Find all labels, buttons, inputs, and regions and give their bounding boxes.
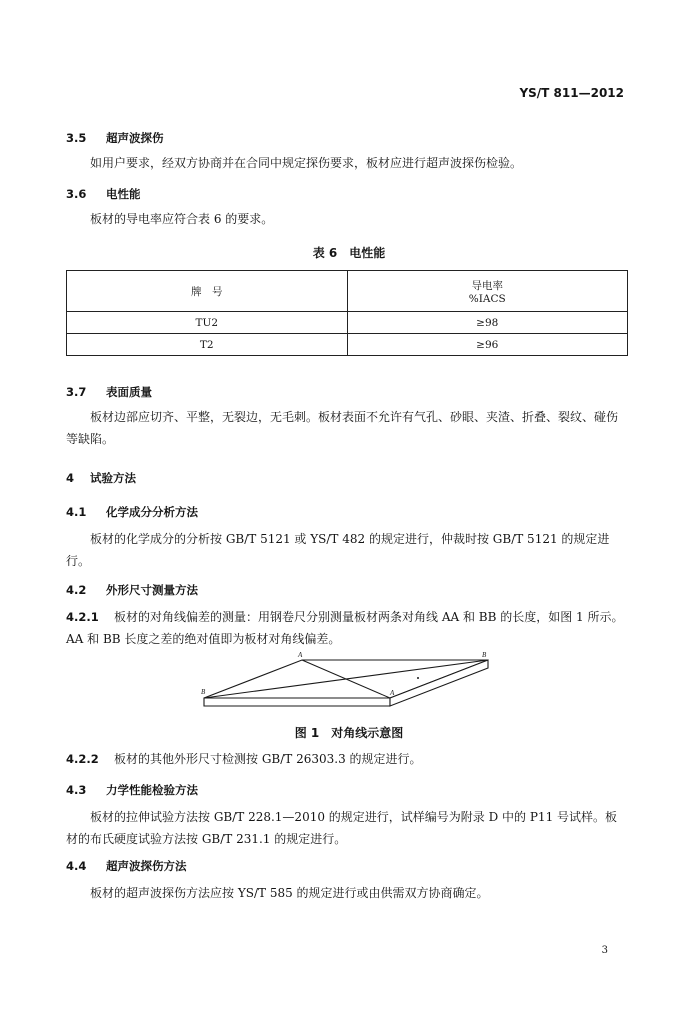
section-title: 试验方法 xyxy=(90,471,136,485)
section-title: 表面质量 xyxy=(106,385,152,399)
heading-4-2 xyxy=(66,582,198,598)
heading-4-4 xyxy=(66,858,187,874)
section-title: 电性能 xyxy=(106,187,141,201)
standard-number: YS/T 811—2012 xyxy=(519,86,624,100)
header-conductivity xyxy=(347,271,628,312)
paragraph-4-2-2 xyxy=(66,748,422,770)
paragraph-4-1: 板材的化学成分的分析按 GB/T 5121 或 YS/T 482 的规定进行，仲裁时按 GB/T 5121 的规定进行。 xyxy=(66,532,610,568)
heading-3-6 xyxy=(66,186,141,202)
table-caption: 表 6 电性能 xyxy=(312,246,386,260)
table-row xyxy=(67,334,628,356)
section-number: 4 xyxy=(66,471,75,485)
cell-grade: T2 xyxy=(67,334,348,356)
paragraph-3-7: 板材边部应切齐、平整，无裂边，无毛刺。板材表面不允许有气孔、砂眼、夹渣、折叠、裂纹、碰伤等缺陷。 xyxy=(66,410,619,446)
heading-4 xyxy=(66,470,136,486)
page-number: 3 xyxy=(601,945,608,956)
heading-3-5 xyxy=(66,130,164,146)
section-title: 力学性能检验方法 xyxy=(106,783,198,797)
paragraph-3-5: 如用户要求，经双方协商并在合同中规定探伤要求，板材应进行超声波探伤检验。 xyxy=(90,156,523,170)
paragraph-text: 板材的对角线偏差的测量：用钢卷尺分别测量板材两条对角线 AA 和 BB 的长度，如图 1 所示。AA 和 BB 长度之差的绝对值即为板材对角线偏差。 xyxy=(66,610,624,646)
label-b-left: B xyxy=(201,688,206,696)
section-title: 超声波探伤 xyxy=(106,131,164,145)
table-header-row xyxy=(67,271,628,312)
heading-4-3 xyxy=(66,782,198,798)
cell-grade: TU2 xyxy=(67,312,348,334)
plate-front-face xyxy=(204,698,390,706)
section-number: 3.5 xyxy=(66,131,87,145)
paragraph-3-6: 板材的导电率应符合表 6 的要求。 xyxy=(90,212,274,226)
heading-3-7 xyxy=(66,384,152,400)
header-conductivity-line2: %IACS xyxy=(468,292,506,305)
section-number: 4.2.1 xyxy=(66,610,99,624)
section-number: 3.6 xyxy=(66,187,87,201)
section-number: 4.1 xyxy=(66,505,87,519)
section-title: 化学成分分析方法 xyxy=(106,505,198,519)
paragraph-4-2-1 xyxy=(66,606,628,650)
cell-value: ≥96 xyxy=(347,334,628,356)
section-number: 3.7 xyxy=(66,385,87,399)
paragraph-4-3: 板材的拉伸试验方法按 GB/T 228.1—2010 的规定进行，试样编号为附录 D 中的 P11 号试样。板材的布氏硬度试验方法按 GB/T 231.1 的规定进行。 xyxy=(66,810,618,846)
label-b-top: B xyxy=(482,651,487,659)
figure-1-diagram xyxy=(196,650,496,714)
section-title: 外形尺寸测量方法 xyxy=(106,583,198,597)
table-6 xyxy=(66,270,628,356)
label-a-top: A xyxy=(298,651,303,659)
section-number: 4.3 xyxy=(66,783,87,797)
heading-4-1 xyxy=(66,504,198,520)
paragraph-4-4: 板材的超声波探伤方法应按 YS/T 585 的规定进行或由供需双方协商确定。 xyxy=(90,886,489,900)
cell-value: ≥98 xyxy=(347,312,628,334)
label-a-bottom: A xyxy=(390,689,395,697)
speck-mark xyxy=(417,677,419,679)
paragraph-text: 板材的其他外形尺寸检测按 GB/T 26303.3 的规定进行。 xyxy=(114,752,422,766)
header-grade: 牌 号 xyxy=(67,271,348,312)
header-conductivity-line1: 导电率 xyxy=(471,279,503,292)
section-number: 4.2.2 xyxy=(66,752,99,766)
section-number: 4.2 xyxy=(66,583,87,597)
section-title: 超声波探伤方法 xyxy=(106,859,187,873)
figure-caption: 图 1 对角线示意图 xyxy=(294,726,404,740)
section-number: 4.4 xyxy=(66,859,87,873)
table-row xyxy=(67,312,628,334)
